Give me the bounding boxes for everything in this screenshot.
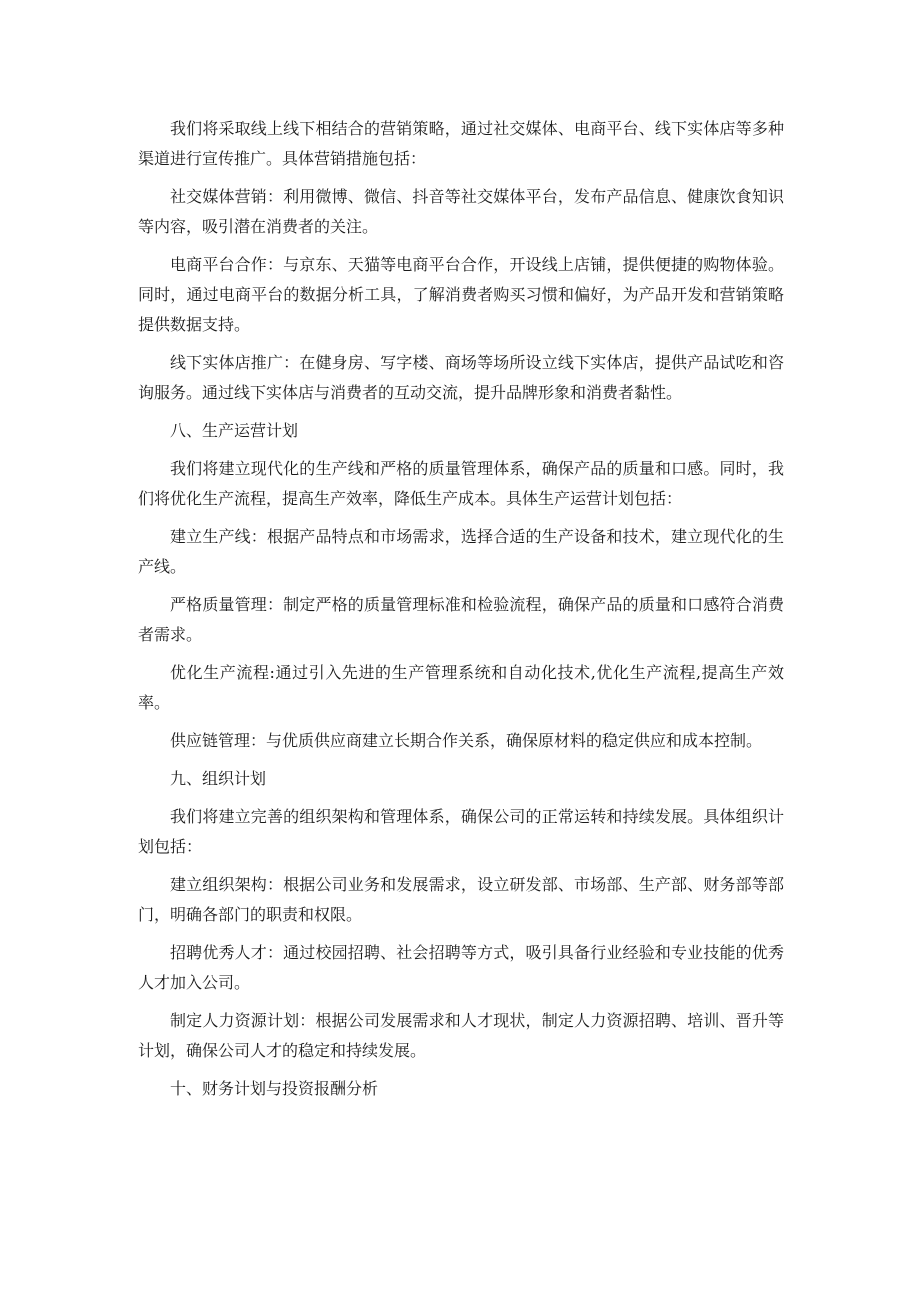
paragraph-hr-plan: 制定人力资源计划：根据公司发展需求和人才现状，制定人力资源招聘、培训、晋升等计划，确保公司人才的稳定和持续发展。 (138, 1011, 784, 1060)
paragraph-quality-management: 严格质量管理：制定严格的质量管理标准和检验流程，确保产品的质量和口感符合消费者需求。 (138, 595, 784, 644)
paragraph-social-media: 社交媒体营销：利用微博、微信、抖音等社交媒体平台，发布产品信息、健康饮食知识等内容，吸引潜在消费者的关注。 (138, 187, 784, 236)
paragraph-production-intro: 我们将建立现代化的生产线和严格的质量管理体系，确保产品的质量和口感。同时，我们将优化生产流程，提高生产效率，降低生产成本。具体生产运营计划包括： (138, 459, 784, 508)
section-heading-production: 八、生产运营计划 (170, 421, 299, 440)
paragraph-org-structure: 建立组织架构：根据公司业务和发展需求，设立研发部、市场部、生产部、财务部等部门，明确各部门的职责和权限。 (138, 875, 784, 924)
document-body (138, 114, 784, 1112)
paragraph-process-optimization: 优化生产流程:通过引入先进的生产管理系统和自动化技术,优化生产流程,提高生产效率。 (138, 663, 784, 712)
section-heading-organization: 九、组织计划 (170, 769, 267, 788)
paragraph-marketing-intro: 我们将采取线上线下相结合的营销策略，通过社交媒体、电商平台、线下实体店等多种渠道进行宣传推广。具体营销措施包括： (138, 119, 784, 168)
section-heading-finance: 十、财务计划与投资报酬分析 (170, 1079, 379, 1098)
paragraph-offline-stores: 线下实体店推广：在健身房、写字楼、商场等场所设立线下实体店，提供产品试吃和咨询服务。通过线下实体店与消费者的互动交流，提升品牌形象和消费者黏性。 (138, 353, 784, 402)
paragraph-supply-chain: 供应链管理：与优质供应商建立长期合作关系，确保原材料的稳定供应和成本控制。 (170, 731, 763, 750)
paragraph-production-line: 建立生产线：根据产品特点和市场需求，选择合适的生产设备和技术，建立现代化的生产线。 (138, 527, 784, 576)
paragraph-recruitment: 招聘优秀人才：通过校园招聘、社会招聘等方式，吸引具备行业经验和专业技能的优秀人才加入公司。 (138, 943, 784, 992)
paragraph-organization-intro: 我们将建立完善的组织架构和管理体系，确保公司的正常运转和持续发展。具体组织计划包括： (138, 807, 784, 856)
paragraph-ecommerce: 电商平台合作：与京东、天猫等电商平台合作，开设线上店铺，提供便捷的购物体验。同时，通过电商平台的数据分析工具，了解消费者购买习惯和偏好，为产品开发和营销策略提供数据支持。 (138, 255, 784, 334)
